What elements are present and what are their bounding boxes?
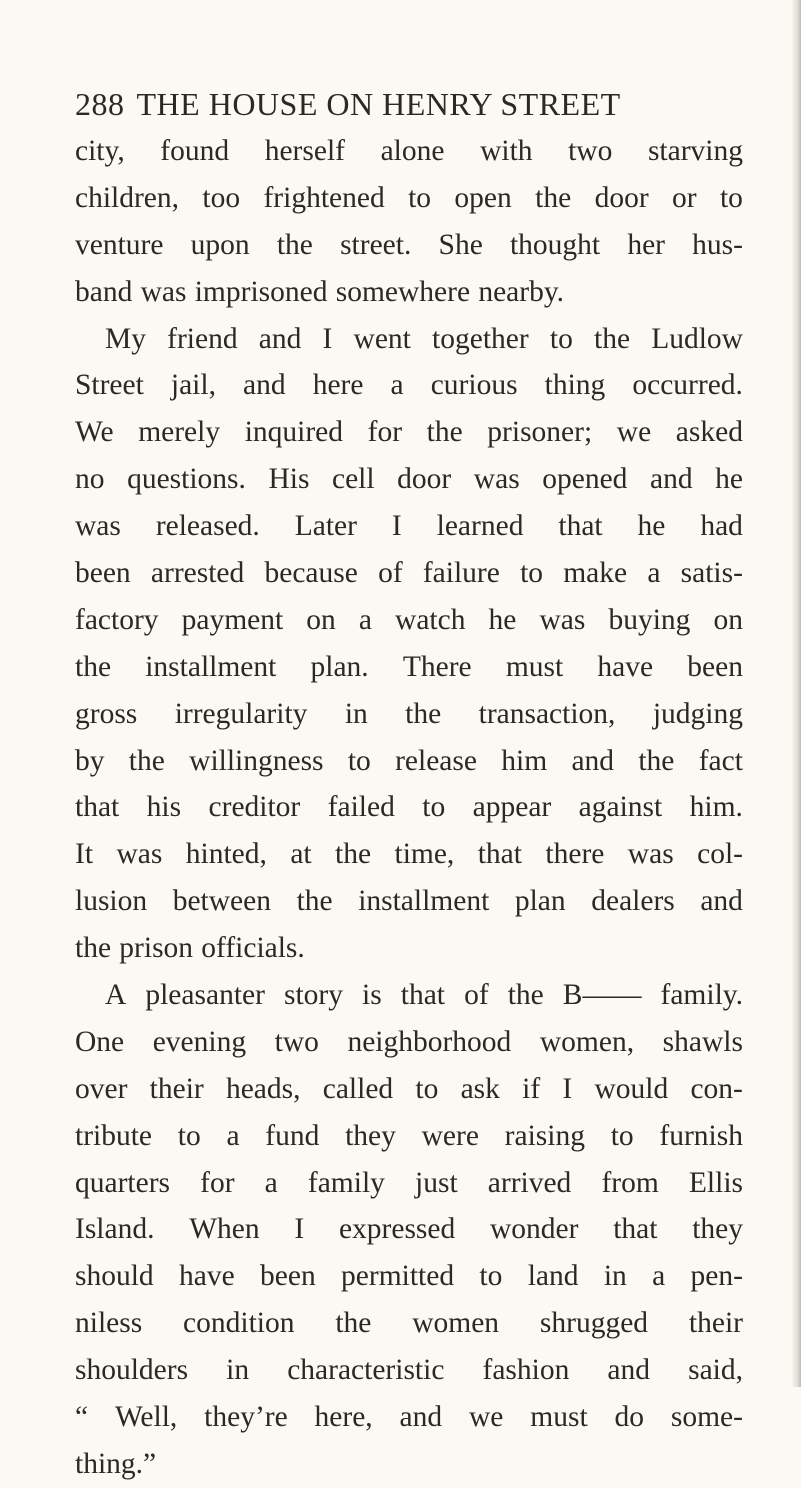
word: I [391, 510, 402, 543]
word: merely [138, 416, 221, 449]
word: was [539, 603, 586, 636]
word: alone [380, 135, 445, 167]
word: should [75, 1260, 154, 1293]
word: thing [544, 369, 606, 402]
word: in [344, 697, 368, 730]
word: I [322, 322, 333, 355]
text-line [75, 972, 743, 1019]
word: been [75, 557, 131, 590]
word: Street [75, 369, 144, 402]
word: there [545, 838, 605, 871]
word: a [390, 369, 404, 402]
text-line [75, 1019, 743, 1066]
word: fund [265, 1119, 320, 1152]
word: satis- [680, 557, 743, 590]
word: She [438, 228, 483, 261]
word: starving [647, 135, 743, 167]
word: venture [75, 228, 164, 261]
word: watch [395, 603, 466, 636]
word: family. [660, 979, 743, 1012]
word: said, [688, 1354, 743, 1387]
word: the [507, 979, 544, 1012]
word: he [715, 463, 743, 496]
word: niless [75, 1307, 143, 1340]
word: land [527, 1260, 579, 1293]
text-line [75, 597, 743, 644]
word: was [116, 838, 163, 871]
word: prisoner; [487, 416, 593, 449]
word: wonder [490, 1213, 579, 1246]
word: lusion [75, 885, 148, 918]
word: questions. [127, 463, 246, 496]
word: women [412, 1307, 500, 1340]
word: for [367, 416, 403, 449]
word: been [687, 650, 743, 683]
word: women, [539, 1025, 635, 1058]
page-number: 288 [75, 86, 125, 122]
word: were [421, 1119, 479, 1152]
word: asked [675, 416, 743, 449]
word: released. [155, 510, 260, 543]
word: have [597, 650, 654, 683]
word: Ludlow [651, 322, 743, 355]
word: It [75, 838, 94, 871]
word: prison [119, 932, 194, 965]
word: to [719, 181, 743, 214]
word: a [264, 1166, 278, 1199]
text-line [75, 456, 743, 503]
word: Well, [114, 1401, 178, 1434]
text-line [75, 550, 743, 597]
word: was [140, 275, 187, 308]
word: installment [145, 650, 277, 683]
word: against [578, 791, 663, 824]
word: somewhere [335, 275, 471, 308]
word: that [558, 510, 603, 543]
word: between [172, 885, 271, 918]
word: that [400, 979, 446, 1012]
word: do [614, 1401, 644, 1434]
text-line [75, 269, 743, 316]
word: inquired [244, 416, 344, 449]
word: One [75, 1025, 125, 1058]
word: ask [460, 1072, 500, 1105]
word: upon [190, 228, 250, 261]
running-head-title: THE HOUSE ON HENRY STREET [136, 86, 621, 122]
word: his [146, 791, 182, 824]
word: I [294, 1213, 305, 1246]
word: a [358, 603, 372, 636]
text-line [75, 362, 743, 409]
word: transaction, [478, 697, 616, 730]
word: that [477, 838, 522, 871]
word: over [75, 1072, 128, 1105]
word: We [75, 416, 114, 449]
word: hinted, [185, 838, 267, 871]
word: “ [75, 1401, 89, 1434]
word: appear [472, 791, 552, 824]
word: her [627, 228, 665, 261]
word: time, [394, 838, 455, 871]
word: herself [264, 135, 345, 167]
word: and [607, 1354, 651, 1387]
word: jail, [170, 369, 216, 402]
word: the [594, 322, 631, 355]
word: the [426, 416, 463, 449]
word: evening [152, 1025, 247, 1058]
word: Ellis [688, 1166, 743, 1199]
word: have [179, 1260, 235, 1293]
word: irregularity [174, 697, 308, 730]
word: installment [358, 885, 490, 918]
text-line [75, 784, 743, 831]
word: him. [689, 791, 743, 824]
word: willingness [189, 744, 324, 777]
text-line [75, 175, 743, 222]
word: and [399, 1401, 443, 1434]
word: pen- [690, 1260, 743, 1293]
word: the [128, 744, 165, 777]
word: was [473, 463, 520, 496]
text-line [75, 644, 743, 691]
word: Island. [75, 1213, 155, 1246]
word: furnish [659, 1119, 743, 1152]
text-line [75, 1394, 743, 1441]
word: shoulders [75, 1354, 189, 1387]
word: arrested [150, 557, 245, 590]
word: shrugged [539, 1307, 649, 1340]
word: permitted [341, 1260, 455, 1293]
word: of [464, 979, 489, 1012]
word: the [335, 1307, 372, 1340]
word: B—— [562, 979, 642, 1012]
word: fact [698, 744, 743, 777]
word: shawls [662, 1025, 743, 1058]
word: the [75, 932, 112, 965]
word: to [422, 791, 446, 824]
word: and [700, 885, 743, 918]
word: occurred. [632, 369, 743, 402]
word: called [322, 1072, 394, 1105]
word: they [692, 1213, 743, 1246]
word: story [283, 979, 343, 1012]
text-line [75, 1160, 743, 1207]
page-edge-shadow [791, 0, 801, 1387]
word: him [501, 744, 548, 777]
word: had [700, 510, 743, 543]
text-line [75, 691, 743, 738]
text-line [75, 1300, 743, 1347]
word: con- [690, 1072, 743, 1105]
word: to [479, 1260, 503, 1293]
word: nearby. [478, 275, 565, 308]
word: arrived [487, 1166, 572, 1199]
word: with [480, 135, 533, 167]
word: officials. [201, 932, 305, 965]
word: by [75, 744, 105, 777]
word: would [594, 1072, 669, 1105]
word: he [637, 510, 666, 543]
word: and [650, 463, 693, 496]
word: heads, [225, 1072, 301, 1105]
word: on [306, 603, 336, 636]
word: of [378, 557, 403, 590]
word: gross [75, 697, 138, 730]
word: on [713, 603, 743, 636]
word: is [362, 979, 382, 1012]
word: city, [75, 135, 125, 167]
word: to [347, 744, 371, 777]
word: in [603, 1260, 627, 1293]
word: characteristic [287, 1354, 445, 1387]
word: two [568, 135, 613, 167]
word: buying [608, 603, 691, 636]
word: must [505, 650, 564, 683]
word: the [296, 885, 333, 918]
word: learned [436, 510, 524, 543]
word: the [405, 697, 442, 730]
word: imprisoned [194, 275, 328, 308]
word: make [563, 557, 628, 590]
word: we [469, 1401, 504, 1434]
word: no [75, 463, 105, 496]
text-line [75, 222, 743, 269]
word: raising [504, 1119, 585, 1152]
word: condition [183, 1307, 295, 1340]
word: we [616, 416, 652, 449]
word: cell [332, 463, 375, 496]
text-line [75, 1253, 743, 1300]
word: His [268, 463, 310, 496]
word: their [149, 1072, 204, 1105]
word: creditor [208, 791, 301, 824]
word: they [345, 1119, 396, 1152]
running-head [75, 78, 735, 130]
word: the [276, 228, 313, 261]
word: When [189, 1213, 260, 1246]
word: was [627, 838, 674, 871]
word: found [160, 135, 230, 167]
word: was [75, 510, 121, 543]
word: judging [652, 697, 743, 730]
text-line [75, 316, 743, 363]
word: a [647, 557, 661, 590]
word: failed [327, 791, 395, 824]
text-line [75, 925, 743, 972]
word: that [613, 1213, 658, 1246]
word: their [688, 1307, 743, 1340]
text-line [75, 1113, 743, 1160]
word: thought [509, 228, 601, 261]
word: open [454, 181, 512, 214]
text-line [75, 503, 743, 550]
word: There [402, 650, 472, 683]
word: the [75, 650, 112, 683]
word: to [520, 557, 544, 590]
word: here, [314, 1401, 373, 1434]
word: they’re [204, 1401, 288, 1434]
word: plan [514, 885, 566, 918]
word: from [601, 1166, 659, 1199]
word: street. [340, 228, 412, 261]
word: curious [430, 369, 518, 402]
word: some- [670, 1401, 743, 1434]
word: to [415, 1072, 439, 1105]
word: thing.” [75, 1447, 157, 1480]
word: too [202, 181, 241, 214]
word: expressed [338, 1213, 456, 1246]
word: if [522, 1072, 541, 1105]
text-line [75, 1441, 743, 1488]
word: here [312, 369, 364, 402]
word: just [415, 1166, 458, 1199]
word: been [260, 1260, 316, 1293]
word: two [274, 1025, 319, 1058]
word: door [594, 181, 649, 214]
word: tribute [75, 1119, 153, 1152]
word: plan. [310, 650, 369, 683]
word: or [672, 181, 697, 214]
word: and [258, 322, 302, 355]
word: a [226, 1119, 240, 1152]
text-line [75, 1347, 743, 1394]
text-line [75, 409, 743, 456]
word: to [549, 322, 573, 355]
word: family [307, 1166, 385, 1199]
word: col- [697, 838, 743, 871]
word: the [335, 838, 372, 871]
word: quarters [75, 1166, 171, 1199]
word: to [408, 181, 432, 214]
word: because [264, 557, 358, 590]
word: the [638, 744, 675, 777]
word: must [530, 1401, 588, 1434]
word: failure [422, 557, 500, 590]
text-line [75, 878, 743, 925]
word: pleasanter [145, 979, 265, 1012]
word: A [105, 979, 127, 1012]
word: opened [542, 463, 628, 496]
word: My [105, 322, 146, 355]
word: for [200, 1166, 235, 1199]
word: neighborhood [347, 1025, 512, 1058]
body-text [75, 128, 743, 1488]
word: that [75, 791, 120, 824]
text-line [75, 1066, 743, 1113]
word: a [652, 1260, 666, 1293]
word: band [75, 275, 133, 308]
word: hus- [692, 228, 743, 261]
word: frightened [263, 181, 385, 214]
word: to [610, 1119, 634, 1152]
word: children, [75, 181, 180, 214]
word: dealers [591, 885, 675, 918]
word: to [177, 1119, 201, 1152]
word: at [290, 838, 312, 871]
word: payment [181, 603, 284, 636]
text-line [75, 831, 743, 878]
word: went [353, 322, 411, 355]
word: I [562, 1072, 573, 1105]
word: release [395, 744, 477, 777]
word: in [226, 1354, 250, 1387]
word: the [535, 181, 572, 214]
word: Later [294, 510, 357, 543]
word: and [243, 369, 286, 402]
text-line [75, 128, 743, 175]
word: door [397, 463, 452, 496]
text-line [75, 738, 743, 785]
text-line [75, 1206, 743, 1253]
word: he [488, 603, 517, 636]
word: factory [75, 603, 159, 636]
word: fashion [482, 1354, 570, 1387]
word: friend [167, 322, 238, 355]
word: together [432, 322, 529, 355]
word: and [571, 744, 615, 777]
